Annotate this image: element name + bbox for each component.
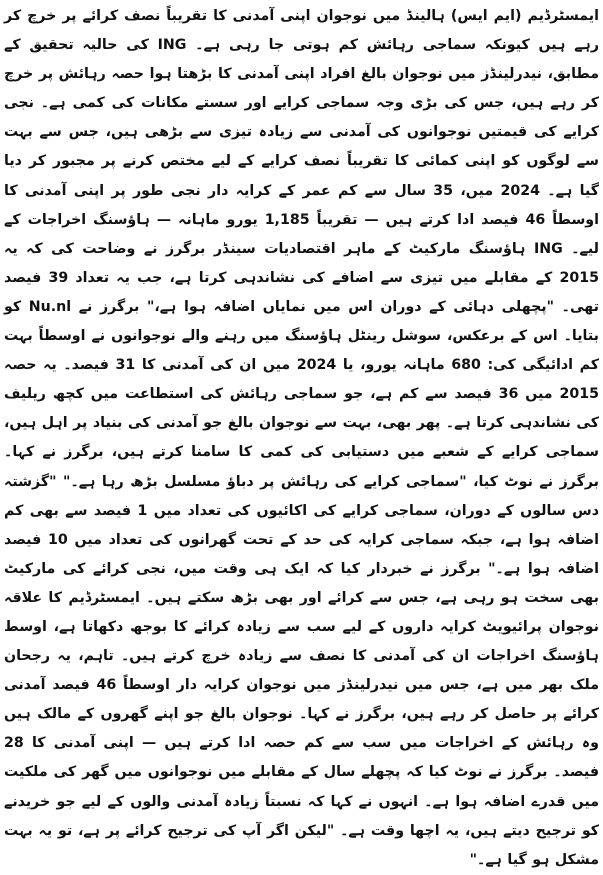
article-text: ایمسٹرڈیم (ایم ایس) ہالینڈ میں نوجوان اپنی آمدنی کا تقریباً نصف کرائے پر خرچ کر رہے ہیں کیونکہ سماجی رہائش کم ہوتی جا رہی ہے۔ ING کی حالیہ تحقیق کے مطابق، نیدرلینڈز میں نوجوان بالغ افراد اپنی آمدنی کا بڑھتا ہوا حصہ رہائش پر خرچ کر رہے ہیں، جس کی بڑی وجہ سماجی کرایے اور سستے مکانات کی کمی ہے۔ نجی کرایے کی قیمتیں نوجوانوں کی آمدنی سے زیادہ تیزی سے بڑھی ہیں، جس سے بہت سے لوگوں کو اپنی کمائی کا تقریباً نصف کرایے کے لیے مختص کرنے پر مجبور کر دیا گیا ہے۔ 2024 میں، 35 سال سے کم عمر کے کرایہ دار نجی طور پر اپنی آمدنی کا اوسطاً 46 فیصد ادا کرتے ہیں — تقریباً 1,185 یورو ماہانہ — ہاؤسنگ اخراجات کے لیے۔ ING ہاؤسنگ مارکیٹ کے ماہر اقتصادیات سینڈر برگرز نے وضاحت کی کہ یہ 2015 کے مقابلے میں تیزی سے اضافے کی نشاندہی کرتا ہے، جب یہ تعداد 39 فیصد تھی۔ "پچھلی دہائی کے دوران اس میں نمایاں اضافہ ہوا ہے،" برگرز نے Nu.nl کو بتایا۔ اس کے برعکس، سوشل رینٹل ہاؤسنگ میں رہنے والے نوجوانوں نے اوسطاً بہت کم ادائیگی کی: 680 ماہانہ یورو، یا 2024 میں ان کی آمدنی کا 31 فیصد۔ یہ حصہ 2015 میں 36 فیصد سے کم ہے، جو سماجی رہائش کی استطاعت میں کچھ ریلیف کی نشاندہی کرتا ہے۔ پھر بھی، بہت سے نوجوان بالغ جو آمدنی کی بنیاد پر اہل ہیں، سماجی کرایے کے شعبے میں دستیابی کی کمی کا سامنا کرتے ہیں، برگرز نے کہا۔ برگرز نے نوٹ کیا، "سماجی کرایے کی رہائش پر دباؤ مسلسل بڑھ رہا ہے۔" "گزشتہ دس سالوں کے دوران، سماجی کرایے کی اکائیوں کی تعداد میں 1 فیصد سے بھی کم اضافہ ہوا ہے، جبکہ سماجی کرایہ کی حد کے تحت گھرانوں کی تعداد میں 10 فیصد اضافہ ہوا ہے۔" برگرز نے خبردار کیا کہ ایک ہی وقت میں، نجی کرائے کی مارکیٹ بھی سخت ہو رہی ہے، جس سے کرائے اور بھی بڑھ سکتے ہیں۔ ایمسٹرڈیم کا علاقہ نوجوان پرائیویٹ کرایہ داروں کے لیے سب سے زیادہ کرائے کا بوجھ دکھاتا ہے، اوسط ہاؤسنگ اخراجات ان کی آمدنی کا نصف سے زیادہ خرچ کرتے ہیں۔ تاہم، یہ رجحان ملک بھر میں ہے، جس میں نیدرلینڈز میں نوجوان کرایہ دار اوسطاً 46 فیصد آمدنی کرائے پر حاصل کر رہے ہیں، برگرز نے کہا۔ نوجوان بالغ جو اپنے گھروں کے مالک ہیں وہ رہائش کے اخراجات میں سب سے کم حصہ ادا کرتے ہیں — اپنی آمدنی کا 28 فیصد۔ برگرز نے نوٹ کیا کہ پچھلے سال کے مقابلے میں نوجوانوں میں گھر کی ملکیت میں قدرے اضافہ ہوا ہے۔ انہوں نے کہا کہ نسبتاً زیادہ آمدنی والوں کے لیے جو خریدنے کو ترجیح دیتے ہیں، یہ اچھا وقت ہے۔ "لیکن اگر آپ کی ترجیح کرائے پر ہے، تو یہ بہت مشکل ہو گیا ہے۔" <box>4 8 600 868</box>
article-body <box>4 2 599 875</box>
